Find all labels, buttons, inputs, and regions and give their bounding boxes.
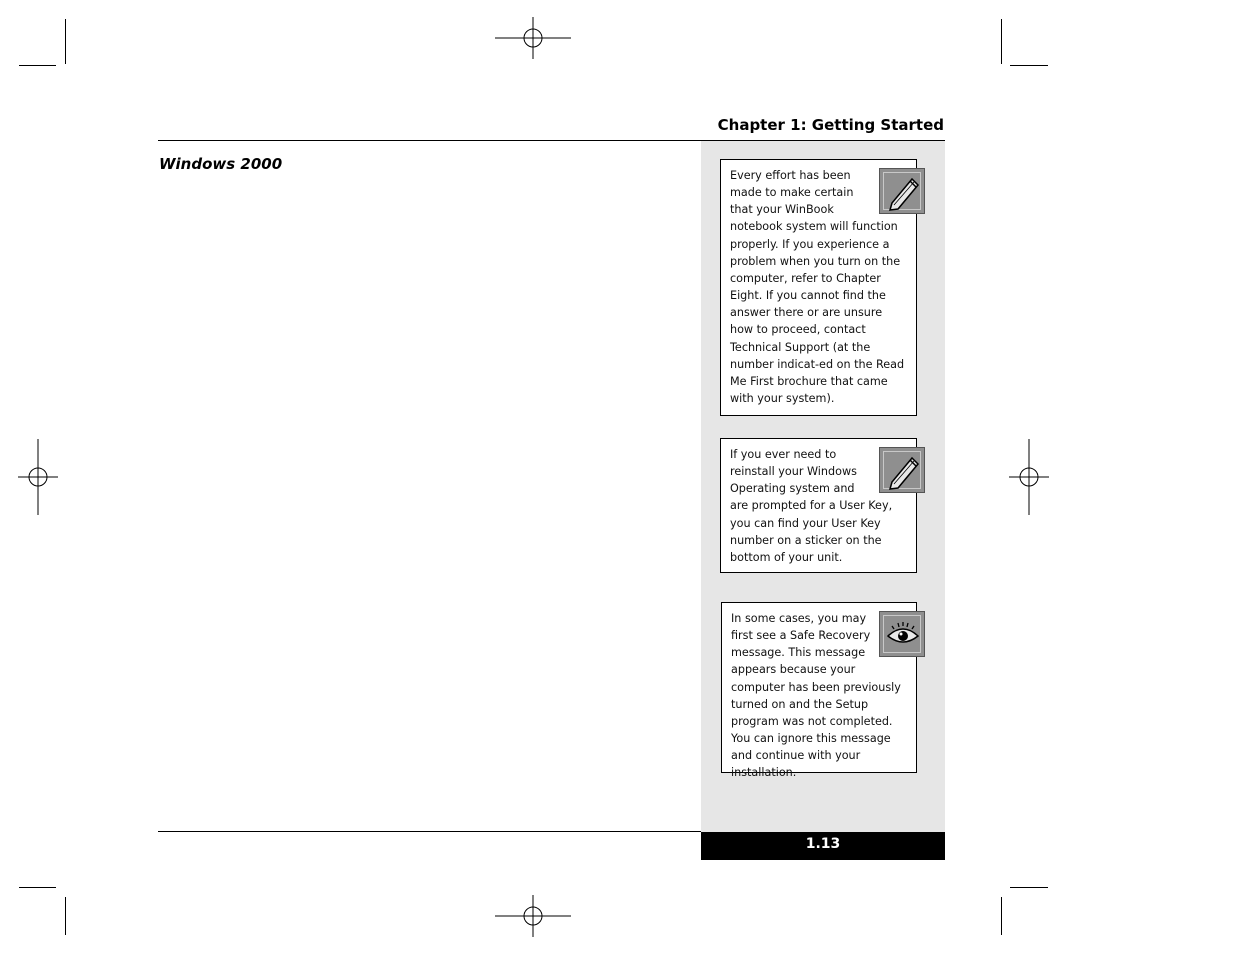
- registration-mark-right: [1009, 439, 1049, 515]
- pencil-icon: [879, 168, 925, 214]
- registration-mark-top: [495, 17, 571, 59]
- crop-mark: [65, 897, 66, 935]
- registration-mark-bottom: [495, 895, 571, 937]
- note-text-3: In some cases, you may first see a Safe Recovery message. This message appears because your computer has been previously turned on and the Setup program was not completed. You can ignore this message and continue with your installation.: [731, 612, 901, 780]
- note-text-2: If you ever need to reinstall your Windows Operating system and are prompted for a User Key, you can find your User Key number on a sticker on the bottom of your unit.: [730, 448, 893, 564]
- note-text-1: Every effort has been made to make certain that your WinBook notebook system will function properly. If you experience a problem when you turn on the computer, refer to Chapter Eight. If you cannot find the answer there or are unsure how to proceed, contact Technical Support (at the number indicat-ed on the Read Me First brochure that came with your system).: [730, 169, 905, 406]
- crop-mark: [1001, 897, 1002, 935]
- page-number: 1.13: [805, 836, 841, 852]
- footer-rule: [158, 831, 701, 832]
- registration-mark-left: [18, 439, 58, 515]
- note-box-3: [721, 602, 917, 780]
- crop-mark: [1010, 65, 1048, 66]
- crop-mark: [1001, 19, 1002, 64]
- crop-mark: [1010, 887, 1048, 888]
- note-box-1: [720, 159, 917, 416]
- eye-icon: [879, 611, 925, 657]
- note-box-2: [720, 438, 917, 573]
- crop-mark: [19, 65, 56, 66]
- crop-mark: [65, 19, 66, 64]
- crop-mark: [19, 887, 56, 888]
- page-number-bar: [701, 832, 945, 860]
- pencil-icon: [879, 447, 925, 493]
- section-title: Windows 2000: [159, 155, 283, 173]
- chapter-title: Chapter 1: Getting Started: [717, 116, 944, 134]
